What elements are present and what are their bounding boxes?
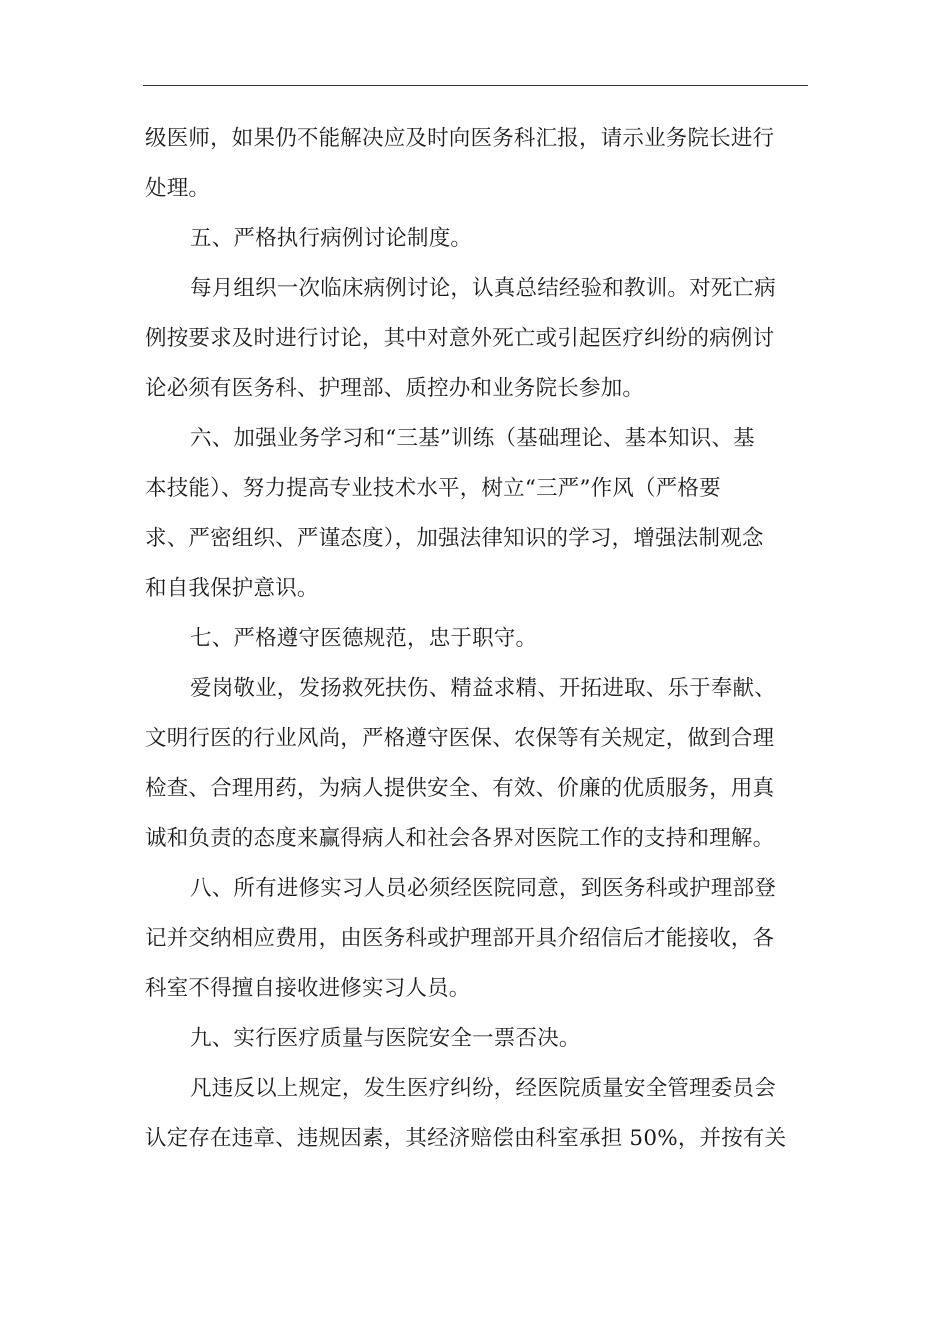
text-line: 科室不得擅自接收进修实习人员。 xyxy=(145,976,471,1001)
section-heading: 七、严格遵守医德规范，忠于职守。 xyxy=(190,626,538,651)
text-line: 记并交纳相应费用，由医务科或护理部开具介绍信后才能接收，各 xyxy=(145,926,775,951)
section-heading: 八、所有进修实习人员必须经医院同意，到医务科或护理部登 xyxy=(190,876,776,901)
text-line: 求、严密组织、严谨态度），加强法律知识的学习，增强法制观念 xyxy=(145,526,764,551)
text-line: 论必须有医务科、护理部、质控办和业务院长参加。 xyxy=(145,376,645,401)
text-line: 认定存在违章、违规因素，其经济赔偿由科室承担 50%，并按有关 xyxy=(145,1126,787,1151)
text-line: 每月组织一次临床病例讨论，认真总结经验和教训。对死亡病 xyxy=(190,276,776,301)
section-heading: 五、严格执行病例讨论制度。 xyxy=(190,226,473,251)
text-line: 例按要求及时进行讨论，其中对意外死亡或引起医疗纠纷的病例讨 xyxy=(145,326,775,351)
text-line: 和自我保护意识。 xyxy=(145,576,319,601)
text-line: 本技能）、努力提高专业技术水平，树立“三严”作风（严格要 xyxy=(145,476,721,501)
section-heading: 六、加强业务学习和“三基”训练（基础理论、基本知识、基 xyxy=(190,426,755,451)
text-line: 检查、合理用药，为病人提供安全、有效、价廉的优质服务，用真 xyxy=(145,776,775,801)
text-line: 爱岗敬业，发扬救死扶伤、精益求精、开拓进取、乐于奉献、 xyxy=(190,676,776,701)
text-line: 文明行医的行业风尚，严格遵守医保、农保等有关规定，做到合理 xyxy=(145,726,775,751)
text-line: 诚和负责的态度来赢得病人和社会各界对医院工作的支持和理解。 xyxy=(145,826,775,851)
text-line: 级医师，如果仍不能解决应及时向医务科汇报，请示业务院长进行 xyxy=(145,126,775,151)
text-line: 凡违反以上规定，发生医疗纠纷，经医院质量安全管理委员会 xyxy=(190,1076,776,1101)
text-line: 处理。 xyxy=(145,176,211,201)
section-heading: 九、实行医疗质量与医院安全一票否决。 xyxy=(190,1026,581,1051)
header-rule xyxy=(143,85,808,86)
